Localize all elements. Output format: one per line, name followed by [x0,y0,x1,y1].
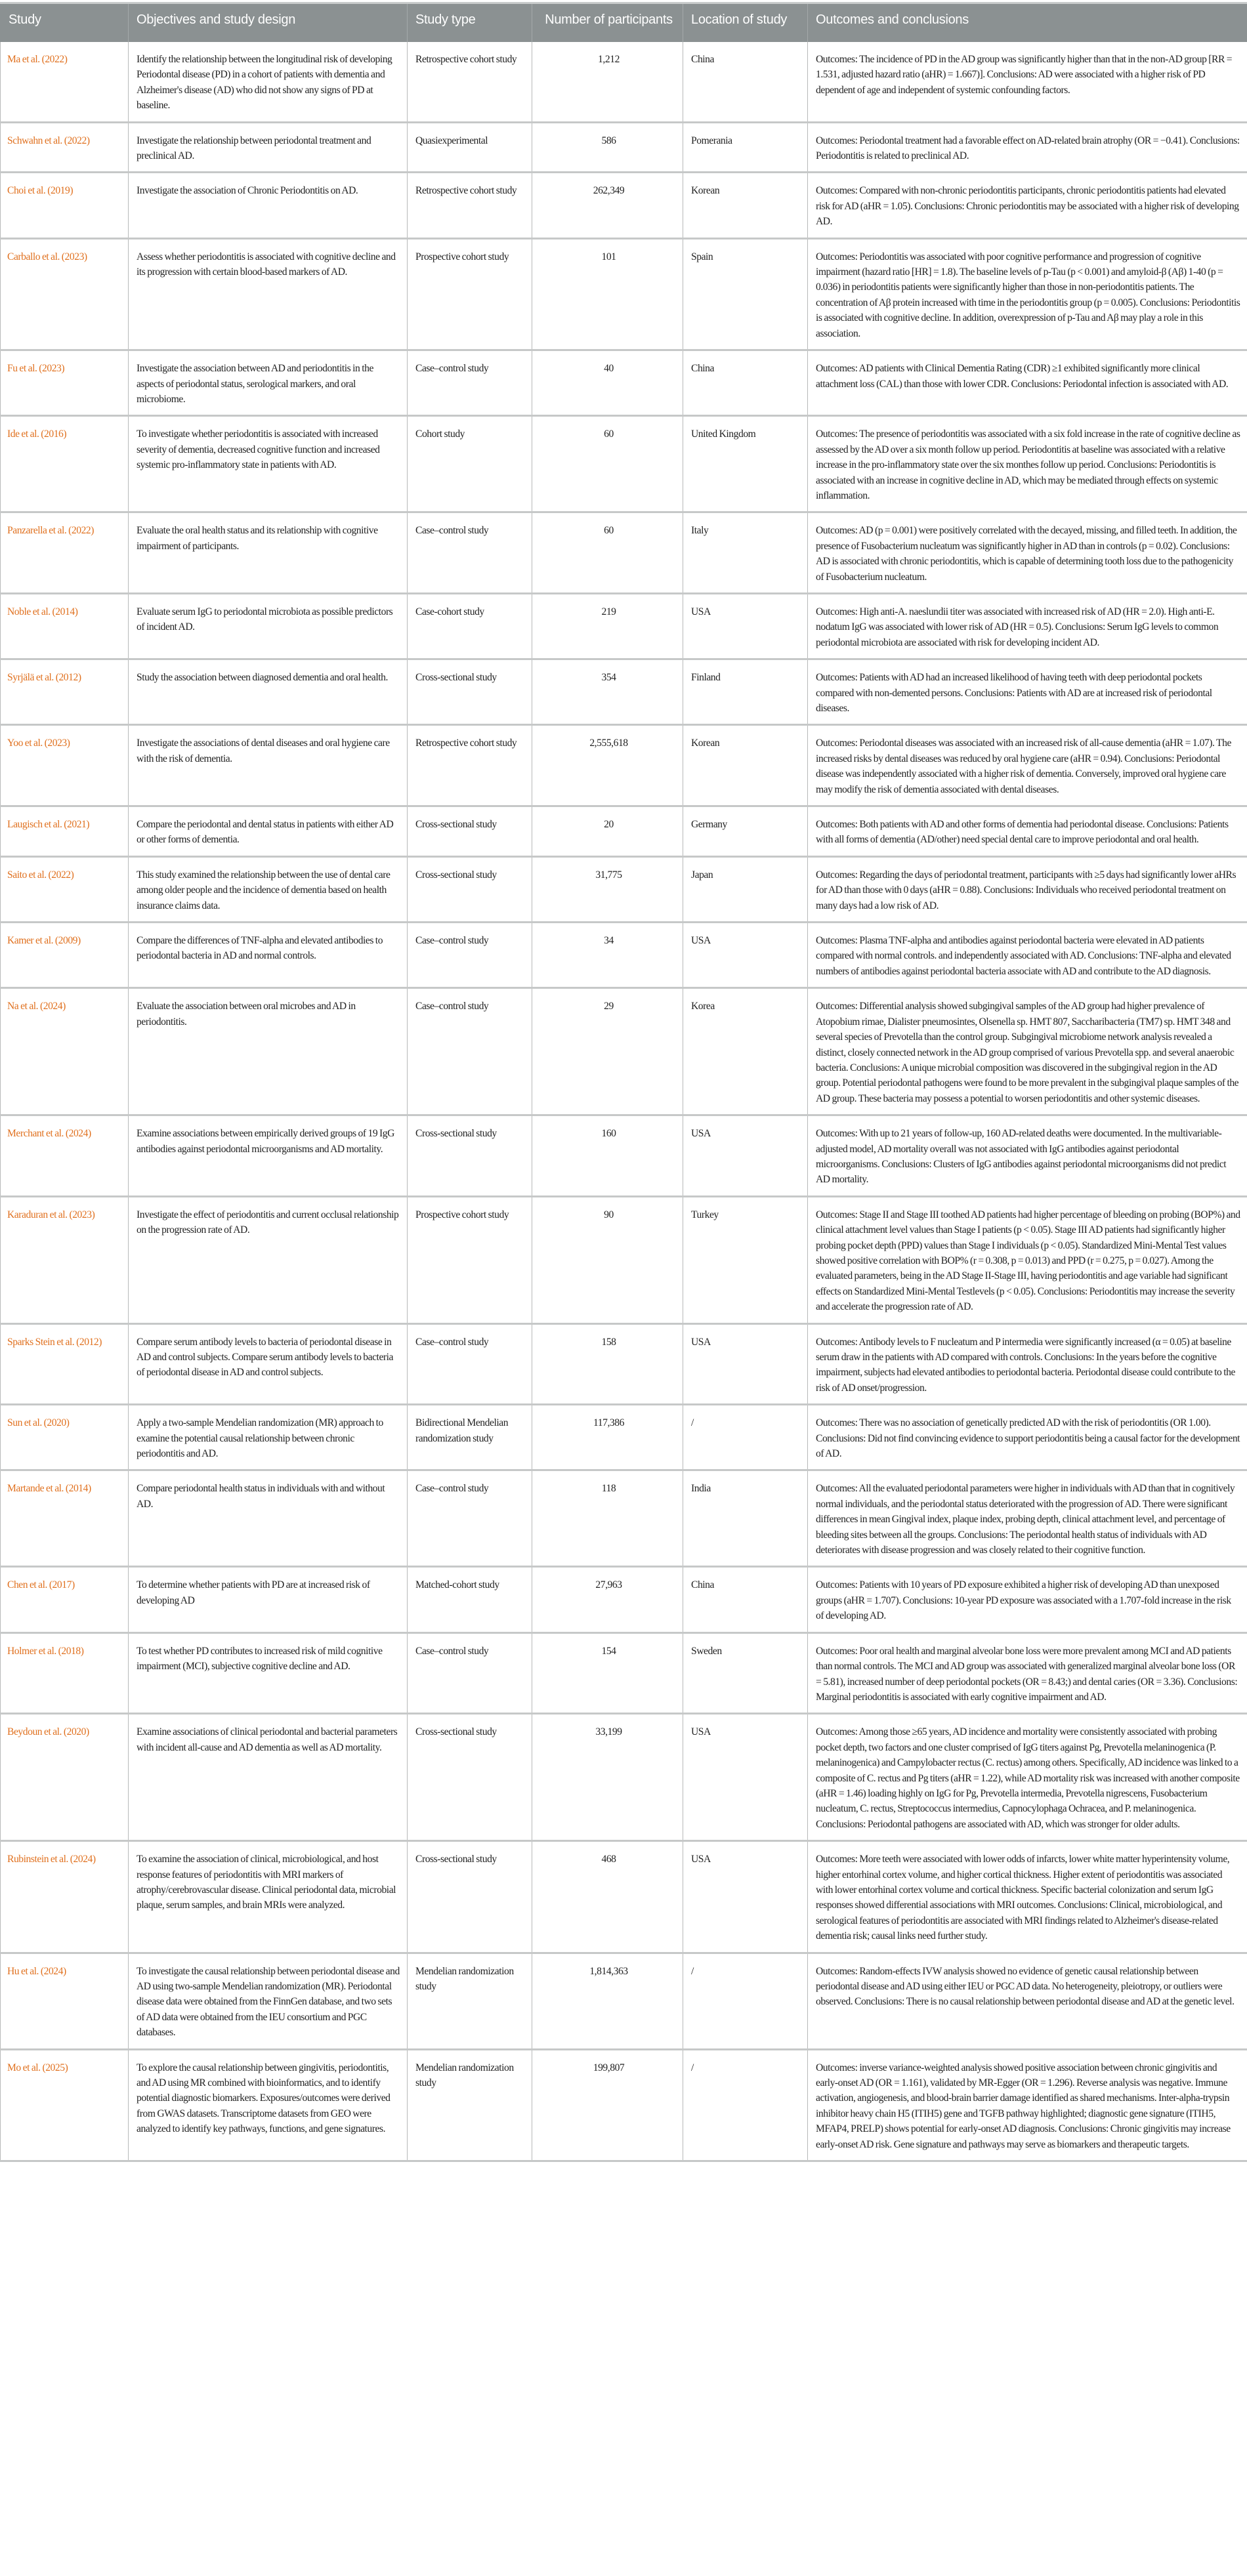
table-row [1,1841,1247,1953]
participants-cell: 158 [532,1323,683,1405]
outcomes-cell: Outcomes: Patients with AD had an increased likelihood of having teeth with deep periodontal pockets compared with non-demented persons. Conclusions: Patients with AD are at increased risk of periodontal diseases. [808,659,1247,725]
objectives-cell: Examine associations of clinical periodontal and bacterial parameters with incident all-cause and AD dementia as well as AD mortality. [129,1714,408,1841]
studies-table [0,2,1247,2162]
objectives-cell: Compare the differences of TNF-alpha and elevated antibodies to periodontal bacteria in AD and normal controls. [129,923,408,988]
study-citation-link[interactable]: Fu et al. (2023) [1,350,129,416]
objectives-cell: Evaluate serum IgG to periodontal microbiota as possible predictors of incident AD. [129,593,408,659]
objectives-cell: Compare serum antibody levels to bacteria of periodontal disease in AD and control subjects. Compare serum antibody levels to bacteria of periodontal disease in AD and control subjects. [129,1323,408,1405]
study-citation-link[interactable]: Syrjälä et al. (2012) [1,659,129,725]
table-row [1,350,1247,416]
study-type-cell: Cross-sectional study [408,659,532,725]
study-citation-link[interactable]: Ma et al. (2022) [1,42,129,122]
objectives-cell: To explore the causal relationship between gingivitis, periodontitis, and AD using MR combined with bioinformatics, and to identify potential diagnostic biomarkers. Exposures/outcomes were derived from GWAS datasets. Transcriptome datasets from GEO were analyzed to identify key pathways, functions, and gene signatures. [129,2049,408,2161]
objectives-cell: Investigate the association of Chronic Periodontitis on AD. [129,173,408,238]
objectives-cell: Investigate the relationship between periodontal treatment and preclinical AD. [129,122,408,173]
table-row [1,42,1247,122]
header-participants: Number of participants [532,3,683,43]
study-citation-link[interactable]: Carballo et al. (2023) [1,238,129,350]
outcomes-cell: Outcomes: Compared with non-chronic periodontitis participants, chronic periodontitis patients had elevated risk for AD (aHR = 1.05). Conclusions: Chronic periodontitis may be associated with a higher risk of developing AD. [808,173,1247,238]
table-row [1,806,1247,857]
participants-cell: 199,807 [532,2049,683,2161]
table-row [1,1196,1247,1323]
header-objectives: Objectives and study design [129,3,408,43]
study-type-cell: Cross-sectional study [408,856,532,922]
objectives-cell: Examine associations between empirically derived groups of 19 IgG antibodies against periodontal microorganisms and AD mortality. [129,1115,408,1197]
outcomes-cell: Outcomes: Both patients with AD and other forms of dementia had periodontal disease. Conclusions: Patients with all forms of dementia (AD/other) need special dental care to improve periodontal and oral health. [808,806,1247,857]
study-citation-link[interactable]: Hu et al. (2024) [1,1953,129,2049]
table-header [1,3,1247,43]
participants-cell: 29 [532,988,683,1115]
study-type-cell: Quasiexperimental [408,122,532,173]
table-row [1,416,1247,512]
objectives-cell: Evaluate the oral health status and its relationship with cognitive impairment of participants. [129,512,408,594]
outcomes-cell: Outcomes: Among those ≥65 years, AD incidence and mortality were consistently associated with probing pocket depth, two factors and one cluster comprised of IgG titers against Pg, Prevotella melaninogenica (P. melaninogenica) and Campylobacter rectus (C. rectus) among others. Specifically, AD incidence was linked to a composite of C. rectus and Pg titers (aHR = 1.22), while AD mortality risk was increased with another composite (aHR = 1.46) loading highly on IgG for Pg, Prevotella intermedia, Prevotella nigrescens, Fusobacterium nucleatum, C. rectus, Streptococcus intermedius, Capnocylophaga Ochracea, and P. melaninogenica. Conclusions: Periodontal pathogens are associated with AD, which was stronger for older adults. [808,1714,1247,1841]
table-row [1,173,1247,238]
location-cell: USA [683,923,808,988]
table-row [1,659,1247,725]
outcomes-cell: Outcomes: Plasma TNF-alpha and antibodies against periodontal bacteria were elevated in AD patients compared with normal controls. and independently associated with AD. Conclusions: TNF-alpha and elevated numbers of antibodies against periodontal bacteria associate with AD and contribute to the AD diagnosis. [808,923,1247,988]
objectives-cell: To test whether PD contributes to increased risk of mild cognitive impairment (MCI), subjective cognitive decline and AD. [129,1632,408,1714]
objectives-cell: Investigate the associations of dental diseases and oral hygiene care with the risk of dementia. [129,725,408,806]
outcomes-cell: Outcomes: The presence of periodontitis was associated with a six fold increase in the rate of cognitive decline as assessed by the AD over a six month follow up period. Periodontitis at baseline was associated with a relative increase in the pro-inflammatory state over the six monthes follow up period. Conclusions: Periodontitis is associated with an increase in cognitive decline in AD, which may be mediated through effects on systemic inflammation. [808,416,1247,512]
objectives-cell: To examine the association of clinical, microbiological, and host response features of periodontitis with MRI markers of atrophy/cerebrovascular disease. Clinical periodontal data, microbial plaque, serum samples, and brain MRIs were analyzed. [129,1841,408,1953]
study-type-cell: Case–control study [408,1632,532,1714]
table-row [1,1632,1247,1714]
outcomes-cell: Outcomes: Random-effects IVW analysis showed no evidence of genetic causal relationship between periodontal disease and AD using either IEU or PGC AD data. No heterogeneity, pleiotropy, or outliers were observed. Conclusions: There is no causal relationship between periodontal disease and AD at the genetic level. [808,1953,1247,2049]
outcomes-cell: Outcomes: With up to 21 years of follow-up, 160 AD-related deaths were documented. In the multivariable-adjusted model, AD mortality overall was not associated with IgG antibodies against periodontal microorganisms. Conclusions: Clusters of IgG antibodies against periodontal microorganisms did not predict AD mortality. [808,1115,1247,1197]
outcomes-cell: Outcomes: All the evaluated periodontal parameters were higher in individuals with AD than that in cognitively normal individuals, and the periodontal status deteriorated with the progression of AD. There were significant differences in mean Gingival index, plaque index, probing depth, clinical attachment level, and percentage of bleeding sites between all the groups. Conclusions: The periodontal health status of individuals with AD deteriorates with disease progression and was closely related to their cognitive function. [808,1470,1247,1567]
outcomes-cell: Outcomes: AD (p = 0.001) were positively correlated with the decayed, missing, and filled teeth. In addition, the presence of Fusobacterium nucleatum was significantly higher in AD than in controls (p = 0.02). Conclusions: AD is associated with chronic periodontitis, which is capable of determining tooth loss due to the pathogenicity of Fusobacterium nucleatum. [808,512,1247,594]
outcomes-cell: Outcomes: The incidence of PD in the AD group was significantly higher than that in the non-AD group [RR = 1.531, adjusted hazard ratio (aHR) = 1.667)]. Conclusions: AD were associated with a higher risk of PD dependent of age and independent of systemic confounding factors. [808,42,1247,122]
location-cell: / [683,2049,808,2161]
participants-cell: 154 [532,1632,683,1714]
study-type-cell: Case–control study [408,923,532,988]
table-row [1,1323,1247,1405]
header-study: Study [1,3,129,43]
participants-cell: 33,199 [532,1714,683,1841]
study-citation-link[interactable]: Merchant et al. (2024) [1,1115,129,1197]
table-row [1,1953,1247,2049]
participants-cell: 2,555,618 [532,725,683,806]
table-row [1,988,1247,1115]
table-row [1,1714,1247,1841]
study-citation-link[interactable]: Karaduran et al. (2023) [1,1196,129,1323]
participants-cell: 160 [532,1115,683,1197]
table-row [1,1115,1247,1197]
study-citation-link[interactable]: Rubinstein et al. (2024) [1,1841,129,1953]
table-body [1,42,1247,2161]
study-type-cell: Matched-cohort study [408,1567,532,1632]
table-row [1,1567,1247,1632]
location-cell: Italy [683,512,808,594]
location-cell: China [683,42,808,122]
location-cell: India [683,1470,808,1567]
study-type-cell: Cross-sectional study [408,806,532,857]
outcomes-cell: Outcomes: More teeth were associated with lower odds of infarcts, lower white matter hyperintensity volume, higher entorhinal cortex volume, and higher cortical thickness. Higher extent of periodontitis was associated with lower entorhinal cortex volume and cortical thickness. Specific bacterial colonization and serum IgG responses showed differential associations with MRI outcomes. Conclusions: Clinical, microbiological, and serological features of periodontitis are associated with MRI findings related to Alzheimer's disease-related dementia risk; causal links need further study. [808,1841,1247,1953]
participants-cell: 468 [532,1841,683,1953]
objectives-cell: Investigate the association between AD and periodontitis in the aspects of periodontal status, serological markers, and oral microbiome. [129,350,408,416]
participants-cell: 1,814,363 [532,1953,683,2049]
outcomes-cell: Outcomes: inverse variance-weighted analysis showed positive association between chronic gingivitis and early-onset AD (OR = 1.161), validated by MR-Egger (OR = 1.296). Reverse analysis was negative. Immune activation, angiogenesis, and blood-brain barrier damage identified as shared mechanisms. Inter-alpha-trypsin inhibitor heavy chain H5 (ITIH5) gene and TGFB pathway highlighted; diagnostic gene signature (ITIH5, MFAP4, PRELP) shows potential for early-onset AD diagnosis. Conclusions: Chronic gingivitis may increase early-onset AD risk. Gene signature and pathways may serve as biomarkers and therapeutic targets. [808,2049,1247,2161]
study-type-cell: Retrospective cohort study [408,42,532,122]
participants-cell: 34 [532,923,683,988]
location-cell: USA [683,1714,808,1841]
participants-cell: 354 [532,659,683,725]
study-citation-link[interactable]: Mo et al. (2025) [1,2049,129,2161]
header-row [1,3,1247,43]
participants-cell: 586 [532,122,683,173]
study-type-cell: Case–control study [408,350,532,416]
study-citation-link[interactable]: Ide et al. (2016) [1,416,129,512]
header-location: Location of study [683,3,808,43]
outcomes-cell: Outcomes: High anti-A. naeslundii titer was associated with increased risk of AD (HR = 2.0). High anti-E. nodatum IgG was associated with lower risk of AD (HR = 0.5). Conclusions: Serum IgG levels to common periodontal microbiota are associated with risk for developing incident AD. [808,593,1247,659]
location-cell: China [683,1567,808,1632]
outcomes-cell: Outcomes: Patients with 10 years of PD exposure exhibited a higher risk of developing AD than unexposed groups (aHR = 1.707). Conclusions: 10-year PD exposure was associated with a 1.707-fold increase in the risk of developing AD. [808,1567,1247,1632]
study-citation-link[interactable]: Noble et al. (2014) [1,593,129,659]
location-cell: United Kingdom [683,416,808,512]
location-cell: / [683,1953,808,2049]
study-type-cell: Cross-sectional study [408,1714,532,1841]
table-row [1,512,1247,594]
location-cell: Korea [683,988,808,1115]
objectives-cell: Assess whether periodontitis is associated with cognitive decline and its progression with certain blood-based markers of AD. [129,238,408,350]
objectives-cell: This study examined the relationship between the use of dental care among older people and the incidence of dementia based on health insurance claims data. [129,856,408,922]
objectives-cell: To investigate the causal relationship between periodontal disease and AD using two-sample Mendelian randomization (MR). Periodontal disease data were obtained from the FinnGen database, and two sets of AD data were obtained from the IEU consortium and PGC databases. [129,1953,408,2049]
objectives-cell: Compare the periodontal and dental status in patients with either AD or other forms of dementia. [129,806,408,857]
table-row [1,1405,1247,1470]
location-cell: Spain [683,238,808,350]
location-cell: Korean [683,725,808,806]
location-cell: USA [683,1115,808,1197]
participants-cell: 40 [532,350,683,416]
outcomes-cell: Outcomes: Differential analysis showed subgingival samples of the AD group had higher prevalence of Atopobium rimae, Dialister pneumosintes, Olsenella sp. HMT 807, Saccharibacteria (TM7) sp. HMT 348 and several species of Prevotella than the control group. Subgingival microbiome network analysis revealed a distinct, closely connected network in the AD group comprised of various Prevotella spp. and several anaerobic bacteria. Conclusions: A unique microbial composition was discovered in the subgingival region in the AD group. Potential periodontal pathogens were found to be more prevalent in the subgingival plaque samples of the AD group. These bacteria may possess a potential to worsen periodontitis and other systemic diseases. [808,988,1247,1115]
header-study-type: Study type [408,3,532,43]
study-citation-link[interactable]: Laugisch et al. (2021) [1,806,129,857]
outcomes-cell: Outcomes: Periodontitis was associated with poor cognitive performance and progression of cognitive impairment (hazard ratio [HR] = 1.8). The baseline levels of p-Tau (p < 0.001) and amyloid-β (Aβ) 1-40 (p = 0.036) in periodontitis patients were significantly higher than those in non-periodontitis patients. The concentration of Aβ protein increased with time in the periodontitis group (p = 0.005). Conclusions: Periodontitis is associated with cognitive decline. In addition, overexpression of p-Tau and Aβ may play a role in this association. [808,238,1247,350]
study-citation-link[interactable]: Panzarella et al. (2022) [1,512,129,594]
objectives-cell: Identify the relationship between the longitudinal risk of developing Periodontal disease (PD) in a cohort of patients with dementia and Alzheimer's disease (AD) who did not show any signs of PD at baseline. [129,42,408,122]
study-citation-link[interactable]: Martande et al. (2014) [1,1470,129,1567]
study-type-cell: Case-cohort study [408,593,532,659]
table-row [1,2049,1247,2161]
participants-cell: 27,963 [532,1567,683,1632]
table-row [1,923,1247,988]
objectives-cell: Investigate the effect of periodontitis and current occlusal relationship on the progression rate of AD. [129,1196,408,1323]
location-cell: Korean [683,173,808,238]
study-citation-link[interactable]: Beydoun et al. (2020) [1,1714,129,1841]
objectives-cell: Evaluate the association between oral microbes and AD in periodontitis. [129,988,408,1115]
location-cell: Sweden [683,1632,808,1714]
table-row [1,1470,1247,1567]
table-row [1,725,1247,806]
study-type-cell: Cross-sectional study [408,1115,532,1197]
study-citation-link[interactable]: Choi et al. (2019) [1,173,129,238]
participants-cell: 90 [532,1196,683,1323]
study-type-cell: Retrospective cohort study [408,173,532,238]
study-type-cell: Case–control study [408,1470,532,1567]
location-cell: Japan [683,856,808,922]
outcomes-cell: Outcomes: Periodontal diseases was associated with an increased risk of all-cause dementia (aHR = 1.07). The increased risks by dental diseases was reduced by oral hygiene care (aHR = 0.94). Conclusions: Periodontal disease was independently associated with a higher risk of dementia. Conversely, improved oral hygiene care may modify the risk of dementia associated with dental diseases. [808,725,1247,806]
study-citation-link[interactable]: Schwahn et al. (2022) [1,122,129,173]
location-cell: Pomerania [683,122,808,173]
study-citation-link[interactable]: Holmer et al. (2018) [1,1632,129,1714]
table-row [1,122,1247,173]
location-cell: USA [683,1323,808,1405]
participants-cell: 219 [532,593,683,659]
location-cell: Germany [683,806,808,857]
objectives-cell: Study the association between diagnosed dementia and oral health. [129,659,408,725]
table-row [1,593,1247,659]
study-type-cell: Prospective cohort study [408,1196,532,1323]
study-citation-link[interactable]: Saito et al. (2022) [1,856,129,922]
objectives-cell: Apply a two-sample Mendelian randomization (MR) approach to examine the potential causal relationship between chronic periodontitis and AD. [129,1405,408,1470]
location-cell: Turkey [683,1196,808,1323]
participants-cell: 60 [532,512,683,594]
header-outcomes: Outcomes and conclusions [808,3,1247,43]
outcomes-cell: Outcomes: There was no association of genetically predicted AD with the risk of periodontitis (OR 1.00). Conclusions: Did not find convincing evidence to support periodontitis being a causal factor for the development of AD. [808,1405,1247,1470]
location-cell: Finland [683,659,808,725]
study-citation-link[interactable]: Kamer et al. (2009) [1,923,129,988]
participants-cell: 101 [532,238,683,350]
outcomes-cell: Outcomes: Periodontal treatment had a favorable effect on AD-related brain atrophy (OR = −0.41). Conclusions: Periodontitis is related to preclinical AD. [808,122,1247,173]
study-citation-link[interactable]: Sparks Stein et al. (2012) [1,1323,129,1405]
location-cell: USA [683,1841,808,1953]
outcomes-cell: Outcomes: Regarding the days of periodontal treatment, participants with ≥5 days had significantly lower aHRs for AD than those with 0 days (aHR = 0.88). Conclusions: Individuals who received periodontal treatment on many days had a low risk of AD. [808,856,1247,922]
participants-cell: 60 [532,416,683,512]
location-cell: USA [683,593,808,659]
study-type-cell: Cross-sectional study [408,1841,532,1953]
study-citation-link[interactable]: Chen et al. (2017) [1,1567,129,1632]
study-citation-link[interactable]: Na et al. (2024) [1,988,129,1115]
objectives-cell: To determine whether patients with PD are at increased risk of developing AD [129,1567,408,1632]
participants-cell: 117,386 [532,1405,683,1470]
table-row [1,238,1247,350]
study-citation-link[interactable]: Yoo et al. (2023) [1,725,129,806]
table-row [1,856,1247,922]
participants-cell: 31,775 [532,856,683,922]
study-type-cell: Case–control study [408,512,532,594]
participants-cell: 20 [532,806,683,857]
study-type-cell: Prospective cohort study [408,238,532,350]
study-type-cell: Retrospective cohort study [408,725,532,806]
location-cell: / [683,1405,808,1470]
study-type-cell: Mendelian randomization study [408,1953,532,2049]
study-citation-link[interactable]: Sun et al. (2020) [1,1405,129,1470]
study-type-cell: Case–control study [408,1323,532,1405]
study-type-cell: Mendelian randomization study [408,2049,532,2161]
objectives-cell: Compare periodontal health status in individuals with and without AD. [129,1470,408,1567]
study-type-cell: Bidirectional Mendelian randomization study [408,1405,532,1470]
outcomes-cell: Outcomes: Antibody levels to F nucleatum and P intermedia were significantly increased (α = 0.05) at baseline serum draw in the patients with AD compared with controls. Conclusions: In the years before the cognitive impairment, subjects had elevated antibodies to periodontal bacteria. Periodontal disease could contribute to the risk of AD onset/progression. [808,1323,1247,1405]
participants-cell: 118 [532,1470,683,1567]
outcomes-cell: Outcomes: Stage II and Stage III toothed AD patients had higher percentage of bleeding on probing (BOP%) and clinical attachment level values than Stage I patients (p < 0.05). Stage III AD patients had significantly higher probing pocket depth (PPD) values than Stage I individuals (p < 0.05). Standardized Mini-Mental Test values showed positive correlation with BOP% (r = 0.308, p = 0.013) and PPD (r = 0.275, p = 0.027). Among the evaluated parameters, being in the AD Stage II-Stage III, having periodontitis and age variable had significant effects on Standardized Mini-Mental Testlevels (p < 0.05). Conclusions: Periodontitis may increase the severity and accelerate the progression rate of AD. [808,1196,1247,1323]
study-type-cell: Cohort study [408,416,532,512]
participants-cell: 1,212 [532,42,683,122]
participants-cell: 262,349 [532,173,683,238]
location-cell: China [683,350,808,416]
outcomes-cell: Outcomes: Poor oral health and marginal alveolar bone loss were more prevalent among MCI and AD patients than normal controls. The MCI and AD group was associated with generalized marginal alveolar bone loss (OR = 5.81), increased number of deep periodontal pockets (OR = 8.43;) and dental caries (OR = 3.36). Conclusions: Marginal periodontitis is associated with early cognitive impairment and AD. [808,1632,1247,1714]
study-type-cell: Case–control study [408,988,532,1115]
objectives-cell: To investigate whether periodontitis is associated with increased severity of dementia, decreased cognitive function and increased systemic pro-inflammatory state in patients with AD. [129,416,408,512]
outcomes-cell: Outcomes: AD patients with Clinical Dementia Rating (CDR) ≥1 exhibited significantly more clinical attachment loss (CAL) than those with lower CDR. Conclusions: Periodontal infection is associated with AD. [808,350,1247,416]
